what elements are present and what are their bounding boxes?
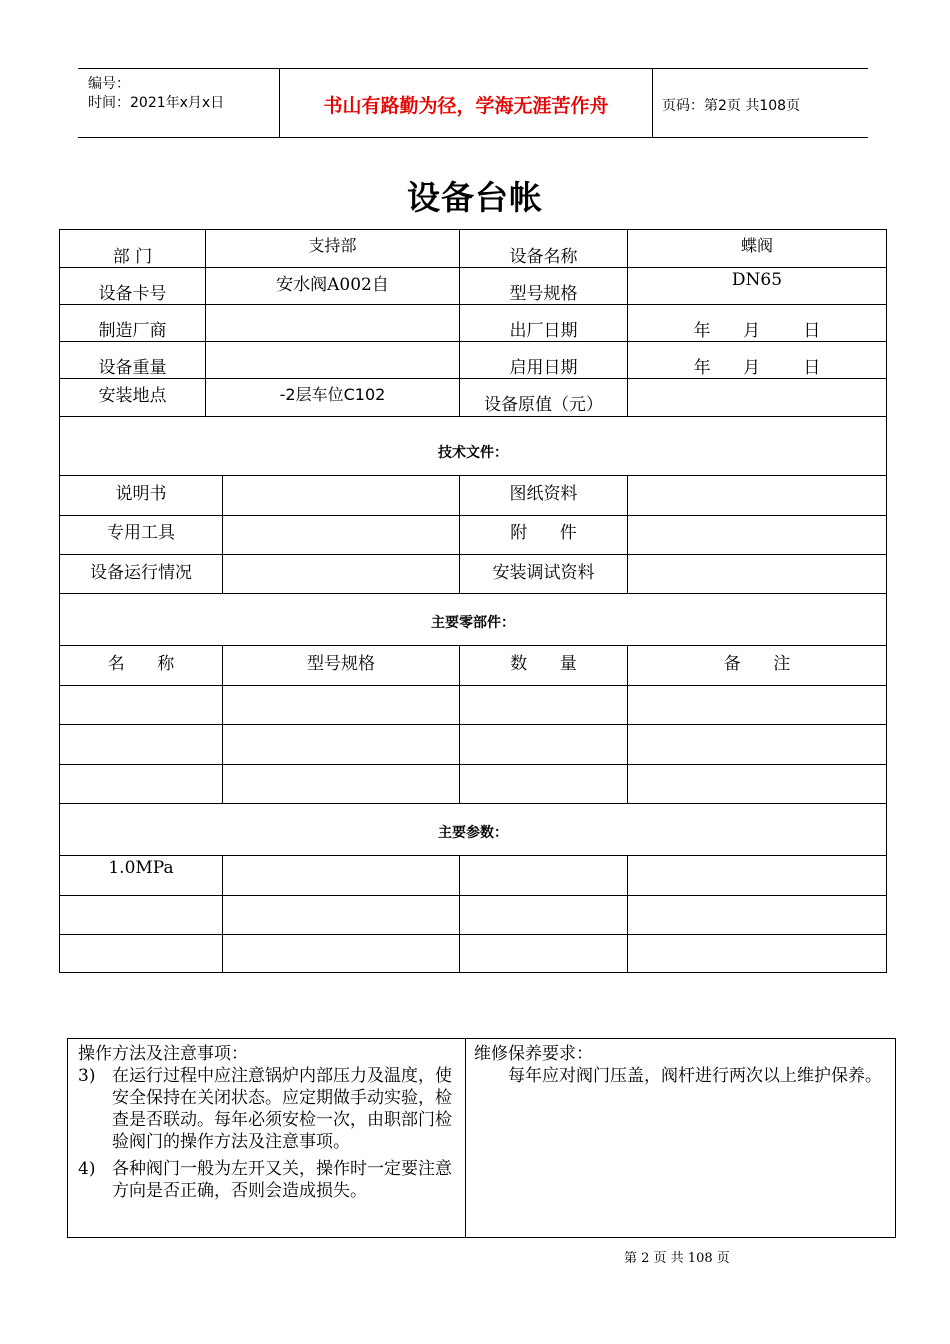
header-motto: 书山有路勤为径，学海无涯苦作舟 — [323, 95, 609, 117]
row-divider — [60, 416, 886, 417]
param-value: 1.0MPa — [108, 858, 174, 878]
row-divider — [60, 515, 886, 516]
notes-table — [67, 1038, 896, 1238]
install-location-value: -2层车位C102 — [279, 385, 386, 404]
row-divider — [60, 855, 886, 856]
row-divider — [60, 267, 886, 268]
page-header — [78, 68, 868, 138]
page-footer: 第 2 页 共 108 页 — [624, 1251, 730, 1266]
notes-divider — [465, 1039, 466, 1237]
header-page-info: 页码：第2页 共108页 — [662, 98, 801, 114]
operation-item-number: 4) — [78, 1159, 96, 1179]
start-date-label: 启用日期 — [509, 358, 578, 378]
operation-item-text: 在运行过程中应注意锅炉内部压力及温度，使安全保持在关闭状态。应定期做手动实验，检查是否联动。每年必须安检一次，由职部门检验阀门的操作方法及注意事项。 — [112, 1066, 452, 1152]
row-divider — [60, 934, 886, 935]
parts-col-quantity: 数 量 — [510, 654, 577, 674]
manufacture-date-label: 出厂日期 — [509, 321, 578, 341]
dept-value: 支持部 — [308, 236, 357, 255]
operation-item-text: 各种阀门一般为左开又关，操作时一定要注意方向是否正确，否则会造成损失。 — [112, 1159, 452, 1201]
row-divider — [60, 378, 886, 379]
col-divider — [222, 475, 223, 593]
col-divider — [459, 855, 460, 972]
row-divider — [60, 685, 886, 686]
maintenance-notes — [474, 1043, 888, 1087]
parts-col-model: 型号规格 — [307, 654, 375, 674]
row-divider — [60, 764, 886, 765]
manufacture-date-value: 年 月 日 — [693, 321, 821, 341]
params-heading: 主要参数： — [438, 825, 508, 841]
tech-docs-heading: 技术文件： — [438, 445, 508, 461]
start-date-value: 年 月 日 — [693, 358, 821, 378]
attachments-label: 附 件 — [510, 523, 577, 543]
operation-item-number: 3) — [78, 1066, 96, 1086]
parts-heading: 主要零部件： — [431, 615, 515, 631]
row-divider — [60, 803, 886, 804]
equipment-ledger-table — [59, 229, 887, 973]
row-divider — [60, 645, 886, 646]
original-value-label: 设备原值（元） — [484, 395, 603, 415]
equipment-card-label: 设备卡号 — [98, 284, 167, 304]
model-spec-label: 型号规格 — [509, 284, 578, 304]
equipment-card-value: 安水阀A002自 — [276, 275, 389, 295]
document-title: 设备台帐 — [407, 178, 543, 217]
dept-label: 部 门 — [112, 247, 153, 267]
maintenance-text: 每年应对阀门压盖，阀杆进行两次以上维护保养。 — [508, 1066, 882, 1086]
equipment-name-label: 设备名称 — [509, 247, 578, 267]
header-divider — [652, 69, 653, 137]
commissioning-docs-label: 安装调试资料 — [492, 563, 595, 583]
operation-heading: 操作方法及注意事项： — [78, 1044, 248, 1064]
row-divider — [60, 554, 886, 555]
operation-item — [78, 1158, 456, 1202]
time-label: 时间：2021年x月x日 — [88, 95, 225, 111]
col-divider — [627, 855, 628, 972]
weight-label: 设备重量 — [98, 358, 167, 378]
manufacturer-label: 制造厂商 — [98, 321, 167, 341]
row-divider — [60, 895, 886, 896]
operation-item — [78, 1065, 456, 1153]
row-divider — [60, 593, 886, 594]
row-divider — [60, 475, 886, 476]
drawings-label: 图纸资料 — [509, 484, 578, 504]
operation-notes — [78, 1043, 456, 1202]
maintenance-heading: 维修保养要求： — [474, 1044, 593, 1064]
row-divider — [60, 341, 886, 342]
serial-number-label: 编号： — [88, 76, 130, 92]
operation-status-label: 设备运行情况 — [90, 563, 192, 583]
col-divider — [222, 855, 223, 972]
manual-label: 说明书 — [115, 484, 167, 504]
row-divider — [60, 724, 886, 725]
row-divider — [60, 304, 886, 305]
col-divider — [627, 475, 628, 593]
parts-col-remarks: 备 注 — [723, 654, 791, 674]
install-location-label: 安装地点 — [98, 386, 167, 406]
model-spec-value: DN65 — [731, 270, 783, 290]
equipment-name-value: 蝶阀 — [740, 236, 773, 255]
parts-col-name: 名 称 — [107, 654, 175, 674]
special-tools-label: 专用工具 — [107, 523, 175, 543]
